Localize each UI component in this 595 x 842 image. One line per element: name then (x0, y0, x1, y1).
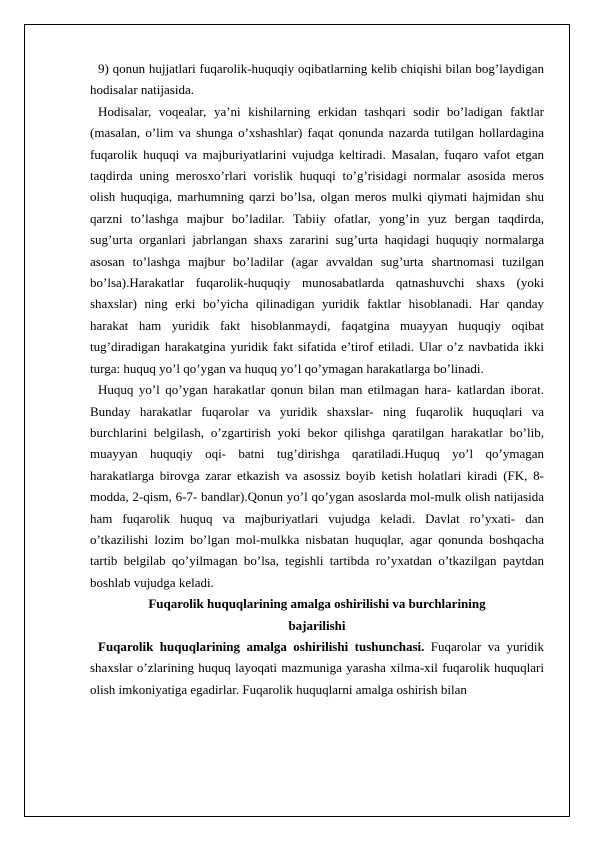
paragraph-lawful-actions: Huquq yo’l qo’ygan harakatlar qonun bilan man etilmagan hara- katlardan iborat. Bunday harakatlar fuqarolar va yuridik shaxslar- ning fuqarolik huquqlari va burchlarini belgilash, o’zgartirish yoki bekor qilishga qaratilgan harakatlar bo’lib, muayyan huquqiy oqi- batni tug’dirishga qaratiladi.Huquq yo’l qo’ymagan harakatlarga birovga zarar etkazish va asossiz boyib ketish holatlari kiradi (FK, 8-modda, 2-qism, 6-7- bandlar).Qonun yo’l qo’ygan asoslarda mol-mulk olish natijasida ham fuqarolik huquq va majburiyatlari vujudga keladi. Davlat ro’yxati- dan o’tkazilishi lozim bo’lgan mol-mulkka nisbatan huquqlar, agar qonunda boshqacha tartib belgilab qo’yilmagan bo’lsa, tegishli tartibda ro’yxatdan o’tkazilgan paytdan boshlab vujudga keladi. (90, 382, 544, 590)
concept-body: Fuqarolar va yuridik shaxslar o’zlarining huquq layoqati mazmuniga yarasha xilma-xil fuqarolik huquqlari olish imkoniyatiga egadirlar. Fuqarolik huquqlarni amalga oshirish bilan (90, 638, 544, 697)
paragraph-concept (90, 636, 544, 700)
paragraph-events: Hodisalar, voqealar, ya’ni kishilarning erkidan tashqari sodir bo’ladigan faktlar (masalan, o’lim va shunga o’xshashlar) faqat qonunda nazarda tutilgan hollardagina fuqarolik huquqi va majburiyatlarini vujudga keltiradi. Masalan, fuqaro vafot etgan taqdirda uning merosxo’rlari vorislik huquqi to’g’risidagi normalar asosida meros olish huquqiga, marhumning qarzi bo’lsa, olgan meros mulki qiymati hajmidan shu qarzni to’lashga majbur bo’ladilar. Tabiiy ofatlar, yong’in yuz bergan taqdirda, sug’urta organlari jabrlangan shaxs zararini sug’urta haqidagi huquqiy normalarga asosan to’lashga majbur bo’ladilar (agar avvaldan sug’urta shartnomasi tuzilgan bo’lsa).Harakatlar fuqarolik-huquqiy munosabatlarda qatnashuvchi shaxs (yoki shaxslar) ning erki bo’yicha qilinadigan yuridik faktlar hisoblanadi. Har qanday harakat ham yuridik fakt hisoblanmaydi, faqatgina muayyan huquqiy oqibat tug’diradigan harakatgina yuridik fakt sifatida e’tirof etiladi. Ular o’z navbatida ikki turga: huquq yo’l qo’ygan va huquq yo’l qo’ymagan harakatlarga bo’linadi. (90, 103, 544, 376)
concept-lead: Fuqarolik huquqlarining amalga oshirilishi tushunchasi. (98, 638, 425, 654)
section-heading-line2: bajarilishi (288, 617, 346, 633)
paragraph-item-9: 9) qonun hujjatlari fuqarolik-huquqiy oqibatlarning kelib chiqishi bilan bog’laydigan hodisalar natijasida. (90, 61, 544, 98)
section-heading-line1: Fuqarolik huquqlarining amalga oshirilishi va burchlarining (148, 596, 486, 612)
section-heading (90, 593, 544, 636)
document-body (90, 58, 544, 700)
